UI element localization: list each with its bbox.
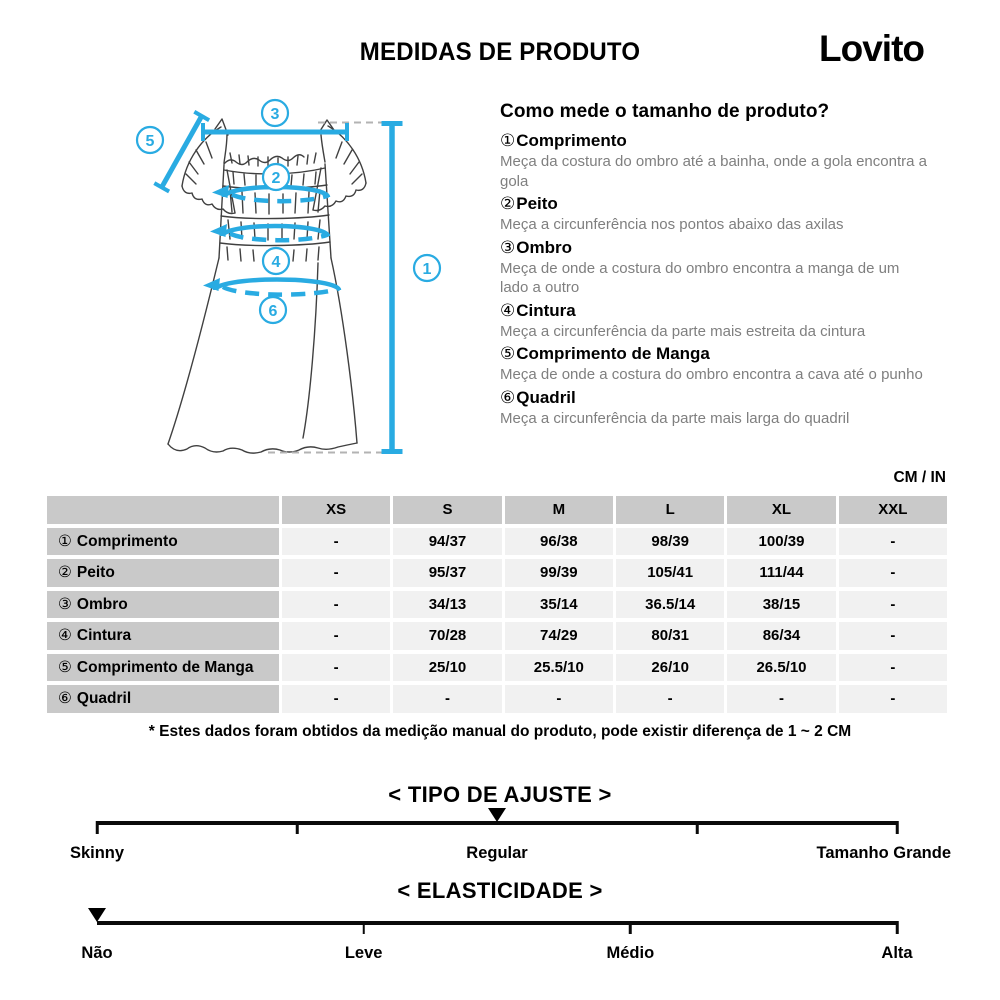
column-header-xs: XS xyxy=(282,496,390,524)
elasticity-tick-33 xyxy=(362,921,365,934)
fit-tick-0 xyxy=(96,821,99,834)
table-cell: 26/10 xyxy=(616,654,724,682)
table-cell: - xyxy=(839,559,947,587)
item-number: ② xyxy=(500,194,516,213)
table-cell: - xyxy=(839,685,947,713)
row-label-ombro: ③ Ombro xyxy=(47,591,279,619)
table-cell: 34/13 xyxy=(393,591,501,619)
item-label: Comprimento xyxy=(516,131,627,150)
table-cell: - xyxy=(282,654,390,682)
item-number: ③ xyxy=(500,237,516,257)
table-cell: - xyxy=(505,685,613,713)
item-number: ① xyxy=(500,131,516,150)
column-header-l: L xyxy=(616,496,724,524)
fit-label-tamanho-grande: Tamanho Grande xyxy=(816,844,951,862)
table-corner-cell xyxy=(47,496,279,524)
table-cell: 111/44 xyxy=(727,559,835,587)
table-cell: 25.5/10 xyxy=(505,654,613,682)
item-number: ⑥ xyxy=(500,387,516,407)
table-cell: - xyxy=(839,622,947,650)
marker-3: 3 xyxy=(270,106,280,123)
page-title: MEDIDAS DE PRODUTO xyxy=(359,38,641,66)
fit-type-scale xyxy=(69,821,951,866)
table-cell: - xyxy=(616,685,724,713)
elasticity-label-nao: Não xyxy=(81,944,113,962)
marker-6: 6 xyxy=(268,303,278,320)
size-table xyxy=(47,496,947,713)
row-label-cintura: ④ Cintura xyxy=(47,622,279,650)
fit-tick-100 xyxy=(896,821,899,834)
item-label: Peito xyxy=(516,194,558,213)
elasticity-tick-67 xyxy=(629,921,632,934)
fit-label-regular: Regular xyxy=(466,844,528,862)
guide-item-quadril xyxy=(500,387,928,429)
table-cell: 98/39 xyxy=(616,528,724,556)
elasticity-heading: < ELASTICIDADE > xyxy=(397,878,603,903)
table-cell: - xyxy=(839,528,947,556)
row-label-manga: ⑤ Comprimento de Manga xyxy=(47,654,279,682)
elasticity-label-alta: Alta xyxy=(881,944,913,962)
column-header-xl: XL xyxy=(727,496,835,524)
guide-item-peito xyxy=(500,193,928,235)
table-cell: - xyxy=(282,528,390,556)
table-cell: - xyxy=(282,591,390,619)
row-label-comprimento: ① Comprimento xyxy=(47,528,279,556)
table-cell: 38/15 xyxy=(727,591,835,619)
item-description: Meça a circunferência da parte mais larga do quadril xyxy=(500,409,850,427)
table-cell: 86/34 xyxy=(727,622,835,650)
fit-type-heading: < TIPO DE AJUSTE > xyxy=(388,782,612,807)
item-description: Meça de onde a costura do ombro encontra a manga de um lado a outro xyxy=(500,259,900,296)
elasticity-scale-track xyxy=(97,921,897,925)
measurement-disclaimer: * Estes dados foram obtidos da medição manual do produto, pode existir diferença de 1 ~ 2 CM xyxy=(148,723,852,740)
guide-item-comprimento xyxy=(500,130,928,191)
table-cell: 74/29 xyxy=(505,622,613,650)
column-header-xxl: XXL xyxy=(839,496,947,524)
table-cell: 26.5/10 xyxy=(727,654,835,682)
item-description: Meça de onde a costura do ombro encontra a cava até o punho xyxy=(500,366,923,383)
guide-item-cintura xyxy=(500,300,928,342)
column-header-m: M xyxy=(505,496,613,524)
table-cell: 80/31 xyxy=(616,622,724,650)
guide-heading: Como mede o tamanho de produto? xyxy=(500,101,830,122)
item-label: Cintura xyxy=(516,300,576,320)
item-description: Meça a circunferência da parte mais estreita da cintura xyxy=(500,322,866,340)
table-cell: - xyxy=(727,685,835,713)
table-cell: 100/39 xyxy=(727,528,835,556)
item-description: Meça a circunferência nos pontos abaixo das axilas xyxy=(500,216,844,233)
row-label-quadril: ⑥ Quadril xyxy=(47,685,279,713)
brand-logo: Lovito xyxy=(819,28,924,69)
item-description: Meça da costura do ombro até a bainha, onde a gola encontra a gola xyxy=(500,153,927,190)
item-label: Ombro xyxy=(516,237,572,257)
table-cell: 35/14 xyxy=(505,591,613,619)
table-cell: - xyxy=(282,685,390,713)
item-number: ④ xyxy=(500,300,516,320)
table-cell: 95/37 xyxy=(393,559,501,587)
table-cell: - xyxy=(393,685,501,713)
item-number: ⑤ xyxy=(500,344,516,363)
fit-label-skinny: Skinny xyxy=(69,844,125,862)
table-cell: - xyxy=(839,591,947,619)
table-cell: 70/28 xyxy=(393,622,501,650)
table-cell: 96/38 xyxy=(505,528,613,556)
fit-tick-25 xyxy=(296,821,299,834)
item-label: Comprimento de Manga xyxy=(516,344,710,363)
guide-item-ombro xyxy=(500,237,928,298)
dress-measurement-diagram xyxy=(128,95,452,467)
guide-item-manga xyxy=(500,343,928,385)
table-cell: - xyxy=(282,559,390,587)
table-cell: 105/41 xyxy=(616,559,724,587)
fit-marker-regular xyxy=(488,808,506,822)
units-label: CM / IN xyxy=(893,469,946,486)
elasticity-scale xyxy=(81,921,913,966)
marker-2: 2 xyxy=(271,170,281,187)
table-cell: - xyxy=(839,654,947,682)
column-header-s: S xyxy=(393,496,501,524)
elasticity-label-medio: Médio xyxy=(606,944,655,962)
row-label-peito: ② Peito xyxy=(47,559,279,587)
table-cell: 99/39 xyxy=(505,559,613,587)
marker-4: 4 xyxy=(271,254,281,271)
fit-tick-75 xyxy=(696,821,699,834)
elasticity-label-leve: Leve xyxy=(344,944,383,962)
table-cell: 94/37 xyxy=(393,528,501,556)
table-cell: 25/10 xyxy=(393,654,501,682)
marker-1: 1 xyxy=(422,261,432,278)
marker-5: 5 xyxy=(145,133,155,150)
elasticity-marker-nao xyxy=(88,908,106,922)
table-cell: - xyxy=(282,622,390,650)
elasticity-tick-100 xyxy=(896,921,899,934)
measuring-guide xyxy=(500,101,928,430)
item-label: Quadril xyxy=(516,387,576,407)
table-cell: 36.5/14 xyxy=(616,591,724,619)
